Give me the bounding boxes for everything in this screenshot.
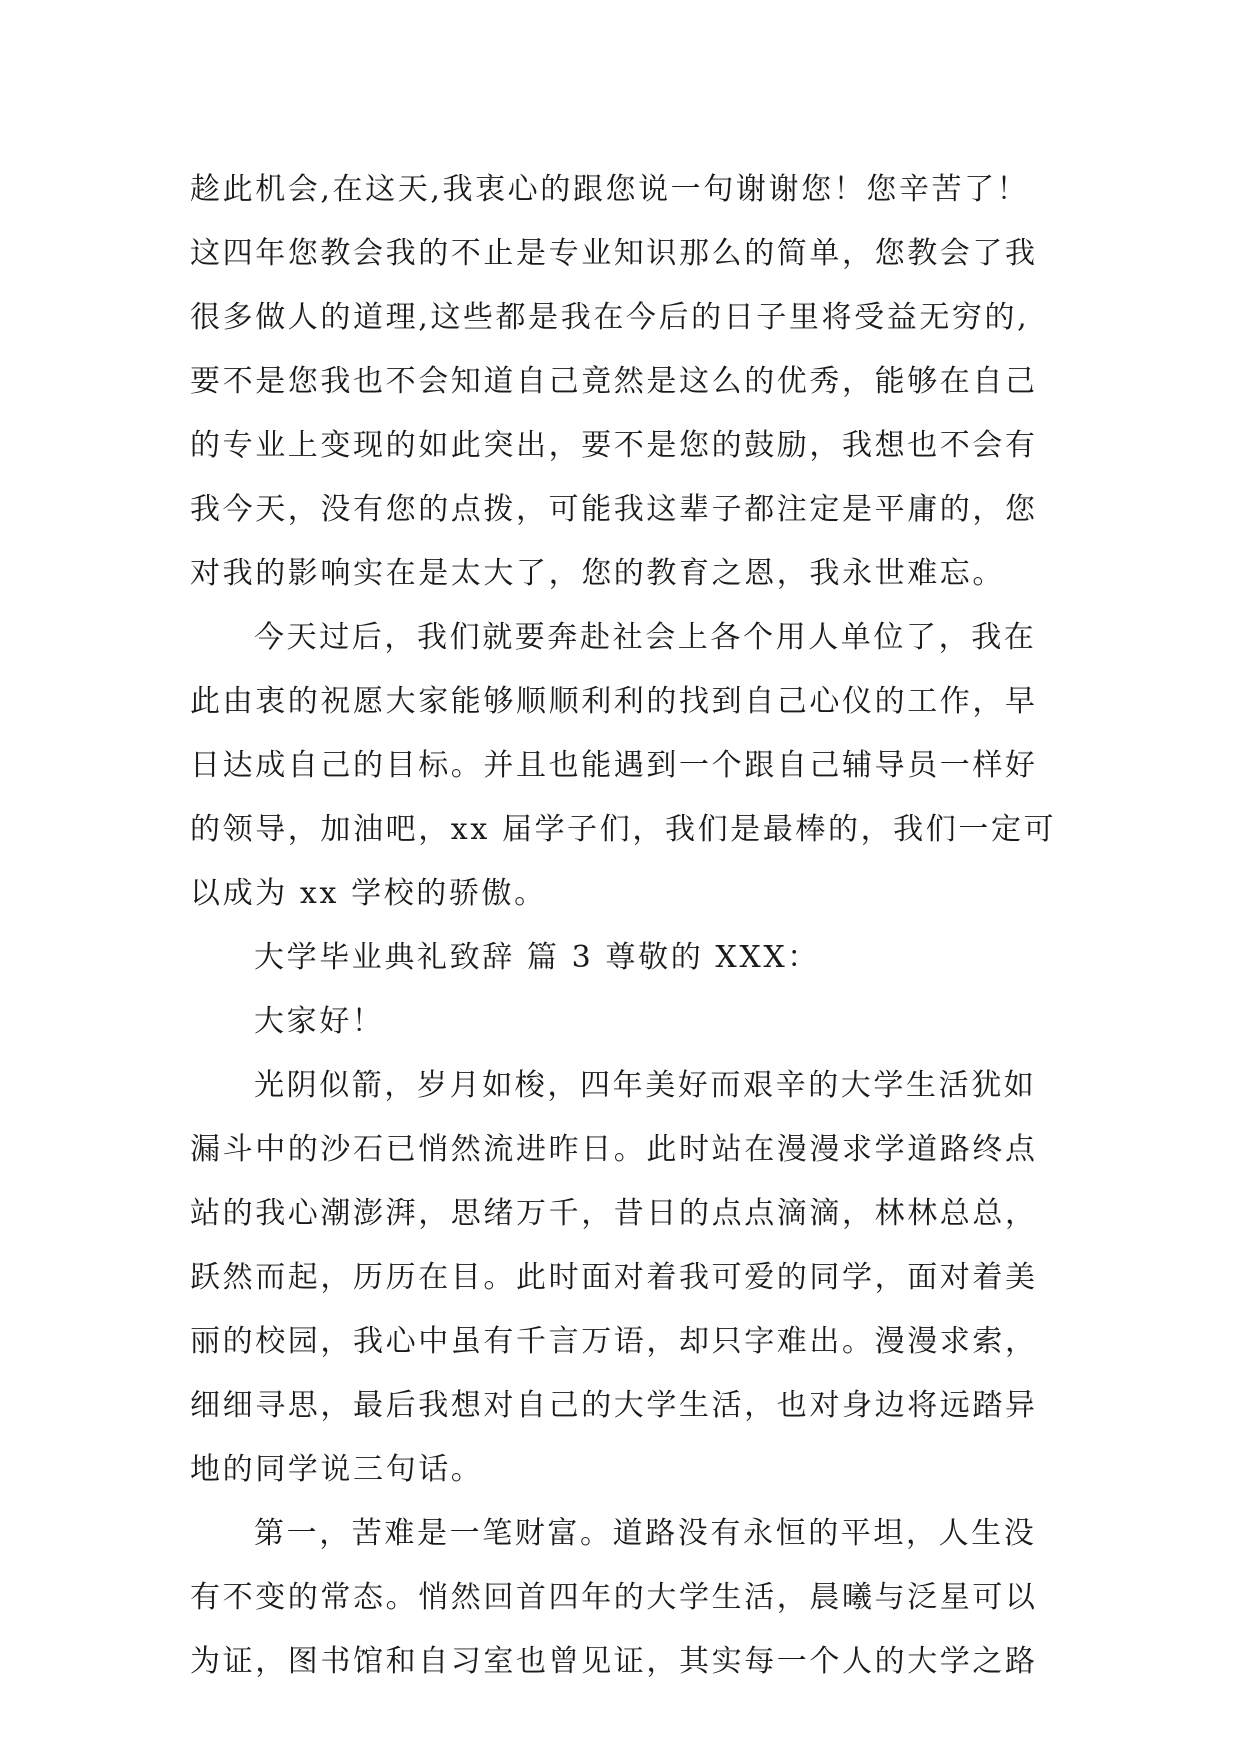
text-line: 很多做人的道理,这些都是我在今后的日子里将受益无穷的, xyxy=(190,300,1030,335)
text-line: 趁此机会,在这天,我衷心的跟您说一句谢谢您！您辛苦了！ xyxy=(190,172,1030,207)
paragraph-first-line: 今天过后，我们就要奔赴社会上各个用人单位了，我在 xyxy=(254,620,1037,655)
text-line: 以成为 xx 学校的骄傲。 xyxy=(190,876,547,911)
text-line: 丽的校园，我心中虽有千言万语，却只字难出。漫漫求索， xyxy=(190,1324,1038,1359)
text-line: 跃然而起，历历在目。此时面对着我可爱的同学，面对着美 xyxy=(190,1260,1038,1295)
document-body xyxy=(190,158,1090,1694)
section-heading: 大学毕业典礼致辞 篇 3 尊敬的 XXX： xyxy=(254,940,820,975)
text-line: 站的我心潮澎湃，思绪万千，昔日的点点滴滴，林林总总， xyxy=(190,1196,1038,1231)
text-line: 这四年您教会我的不止是专业知识那么的简单，您教会了我 xyxy=(190,236,1038,271)
text-line: 地的同学说三句话。 xyxy=(190,1452,484,1487)
text-line: 对我的影响实在是太大了，您的教育之恩，我永世难忘。 xyxy=(190,556,1005,591)
text-line: 的领导，加油吧，xx 届学子们，我们是最棒的，我们一定可 xyxy=(190,812,1057,847)
text-line: 此由衷的祝愿大家能够顺顺利利的找到自己心仪的工作，早 xyxy=(190,684,1038,719)
text-line: 的专业上变现的如此突出，要不是您的鼓励，我想也不会有 xyxy=(190,428,1038,463)
text-line: 日达成自己的目标。并且也能遇到一个跟自己辅导员一样好 xyxy=(190,748,1038,783)
greeting-line: 大家好！ xyxy=(254,1004,385,1039)
text-line: 漏斗中的沙石已悄然流进昨日。此时站在漫漫求学道路终点 xyxy=(190,1132,1038,1167)
text-line: 细细寻思，最后我想对自己的大学生活，也对身边将远踏异 xyxy=(190,1388,1038,1423)
paragraph-first-line: 光阴似箭，岁月如梭，四年美好而艰辛的大学生活犹如 xyxy=(254,1068,1037,1103)
text-line: 要不是您我也不会知道自己竟然是这么的优秀，能够在自己 xyxy=(190,364,1038,399)
text-line: 有不变的常态。悄然回首四年的大学生活，晨曦与泛星可以 xyxy=(190,1580,1038,1615)
paragraph-first-line: 第一，苦难是一笔财富。道路没有永恒的平坦，人生没 xyxy=(254,1516,1037,1551)
text-line: 为证，图书馆和自习室也曾见证，其实每一个人的大学之路 xyxy=(190,1644,1038,1679)
text-line: 我今天，没有您的点拨，可能我这辈子都注定是平庸的，您 xyxy=(190,492,1038,527)
